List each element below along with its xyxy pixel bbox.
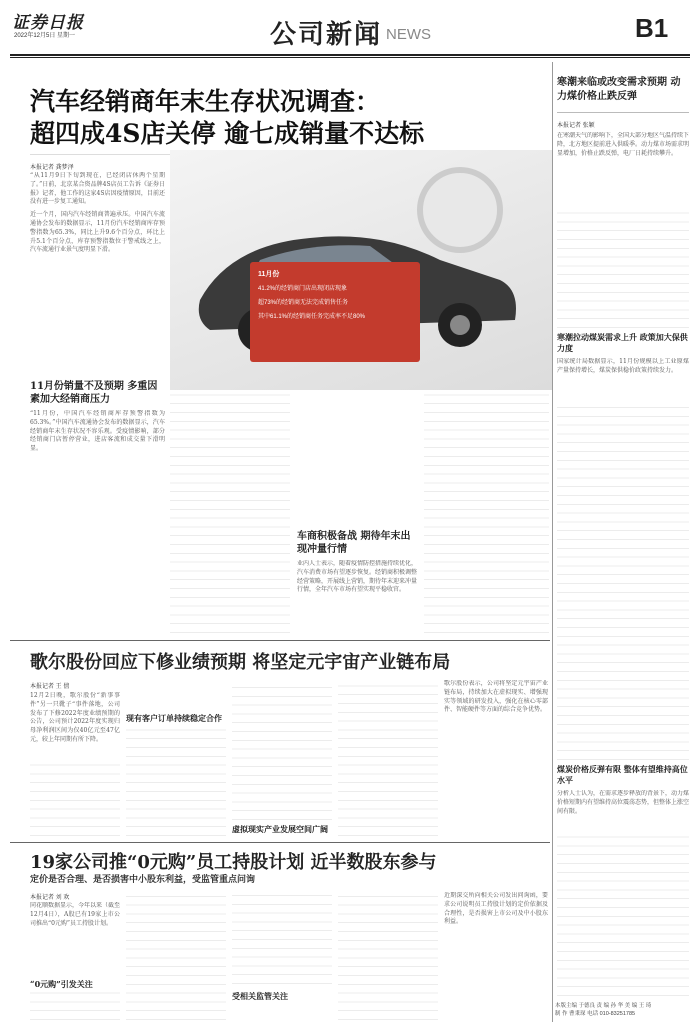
lead-paragraph-2: “11月份，中国汽车经销商库存预警指数为65.3%。”中国汽车流通协会发布的数据显示，汽车经销商年末生存状况不容乐观。受疫情影响，部分经销商门店暂停营业，进店客流和成交量下滑明显。	[30, 410, 165, 453]
article2-body-col2	[126, 726, 226, 836]
sidebar-body-3b	[557, 832, 689, 996]
sidebar-paragraph-3: 分析人士认为，在需求逐步释放的背景下，动力煤价格短期内有望维持高位震荡态势，但整体上涨空间有限。	[557, 790, 689, 815]
article3-body-col4	[338, 892, 438, 1020]
article3-body-col1b	[30, 990, 120, 1020]
infographic-stat-1: 41.2%的经销商门店出现闭店现象	[258, 286, 348, 292]
newspaper-logo: 证券日报	[12, 13, 84, 33]
infographic-stat-2: 超73%的经销商无法完成销售任务	[258, 300, 349, 306]
sidebar-body-3	[557, 790, 689, 830]
sidebar-paragraph-1: 在寒潮天气的影响下，全国大部分地区气温持续下降，北方地区提前进入供暖季。动力煤市场需求明显增加，价格止跌反弹，电厂日耗持续攀升。	[557, 132, 689, 157]
lead-paragraph-3: 业内人士表示，随着疫情防控措施持续优化，汽车消费市场有望逐步恢复。经销商积极调整经营策略，开展线上营销，期待年末迎来冲量行情，全年汽车市场有望实现平稳收官。	[297, 560, 417, 594]
article3-subhead-2: 受相关监管关注	[232, 991, 288, 1001]
article3-headline[interactable]: 19家公司推“0元购”员工持股计划 近半数股东参与	[30, 852, 437, 873]
lead-byline: 本报记者 龚梦泽	[30, 165, 74, 171]
article2-body-col1	[30, 692, 120, 758]
sidebar-headline-1[interactable]: 寒潮来临或改变需求预期 动力煤价格止跌反弹	[557, 77, 681, 102]
article2-headline[interactable]: 歌尔股份回应下修业绩预期 将坚定元宇宙产业链布局	[30, 652, 451, 673]
article3-body-col2	[126, 892, 226, 1020]
sidebar-divider	[552, 62, 553, 1022]
sidebar-subhead-2: 煤炭价格反弹有限 整体有望维持高位水平	[557, 764, 688, 785]
sidebar-body-2b	[557, 400, 689, 760]
infographic-stat-3: 其中61.1%的经销商任务完成率不足80%	[258, 314, 366, 320]
page-number: B1	[635, 13, 669, 43]
sidebar-body-1	[557, 132, 689, 204]
sidebar-body-2	[557, 358, 689, 398]
lead-paragraph-main: 近一个月，国内汽车经销商普遍承压。中国汽车流通协会发布的数据显示，11月份汽车经销商库存预警指数为65.3%，同比上升9.6个百分点，环比上升5.1个百分点，库存预警指数位于警戒线之上，汽车流通行业景气度明显下滑。	[30, 211, 165, 254]
lead-body-col3	[170, 393, 290, 633]
article2-body-col4	[338, 680, 438, 836]
article3-body-col5	[444, 892, 548, 1020]
article2-paragraph-1: 12月2日晚，歌尔股份“新事事件”另一只靴子“事件落地，公司发布了下修2022年度业绩预期的公告，公司预计2022年度实现归母净利润区间为仅40亿元至47亿元，较上年同期有所下降。	[30, 692, 120, 743]
section-title: 公司新闻	[270, 20, 383, 50]
article3-subtitle: 定价是否合理、是否损害中小股东利益，受监管重点问询	[30, 875, 256, 885]
article2-body-col5	[444, 680, 548, 836]
lead-body-col1	[30, 172, 165, 380]
infographic-month: 11月份	[258, 271, 280, 278]
article2-subhead-2: 虚拟现实产业发展空间广阔	[232, 824, 328, 834]
article2-paragraph-2: 歌尔股份表示，公司将坚定元宇宙产业链布局，持续加大在虚拟现实、增强现实等领域的研发投入，强化在核心零部件、智能硬件等方面的综合竞争优势。	[444, 680, 548, 714]
article3-body-col3	[232, 892, 332, 984]
article3-paragraph-2: 近期深交所向相关公司发出问询函，要求公司说明员工持股计划的定价依据及合理性，是否损害上市公司及中小股东利益。	[444, 892, 548, 926]
article2-byline: 本报记者 王 僖	[30, 684, 70, 690]
issue-date: 2022年12月5日 星期一	[14, 33, 76, 39]
lead-headline[interactable]	[30, 86, 424, 150]
sidebar-byline: 本报记者 张颖	[557, 123, 595, 129]
section-divider-2	[10, 842, 550, 843]
footer-contact: 制 作 曹秉琛 电话 010-83251785	[555, 1011, 636, 1017]
lead-headline-line2: 超四成4S店关停 逾七成销量不达标	[30, 119, 425, 148]
article3-byline: 本报记者 刘 欢	[30, 895, 70, 901]
section-divider-1	[10, 640, 550, 641]
footer-editors: 本版主编 于德良 责 编 孙 华 美 编 王 琦	[555, 1003, 652, 1009]
sidebar-subhead-1: 寒潮拉动煤炭需求上升 政策加大保供力度	[557, 332, 688, 353]
infographic-stats-box	[250, 262, 420, 362]
gear-icon	[420, 170, 500, 250]
article2-subhead-1: 现有客户订单持续稳定合作	[126, 713, 222, 723]
sidebar-rule-1	[557, 112, 689, 113]
lead-body-col5	[424, 393, 549, 633]
masthead-rule	[10, 54, 690, 56]
article2-body-col3	[232, 680, 332, 820]
article2-body-col1b	[30, 758, 120, 836]
lead-headline-line1: 汽车经销商年末生存状况调查：	[30, 87, 381, 116]
lead-body-col4	[297, 560, 417, 632]
page-footer	[555, 1002, 651, 1018]
lead-subhead-2: 车商积极备战 期待年末出现冲量行情	[297, 531, 411, 555]
lead-body-col1b	[30, 410, 165, 632]
article3-subhead-1: “0元购”引发关注	[30, 979, 93, 989]
section-title-en: NEWS	[386, 26, 431, 43]
article3-body-col1	[30, 902, 120, 976]
sidebar-paragraph-2: 国家统计局数据显示，11月份规模以上工业原煤产量保持增长，煤炭保供稳价政策持续发力。	[557, 358, 689, 374]
masthead-rule-thin	[10, 57, 690, 58]
sidebar-body-1b	[557, 206, 689, 328]
lead-subhead-1: 11月份销量不及预期 多重因素加大经销商压力	[30, 381, 158, 405]
article3-paragraph-1: 同花顺数据显示，今年以来（截至12月4日），A股已有19家上市公司推出“0元购”员工持股计划。	[30, 902, 120, 927]
lead-paragraph-intro: “从11月9日下旬到现在，已经闭店休两个星期了。”日前，北京某合资品牌4S店员工告诉《证券日报》记者，他工作的这家4S店因疫情原因，目前还没有进一步复工通知。	[30, 172, 165, 206]
